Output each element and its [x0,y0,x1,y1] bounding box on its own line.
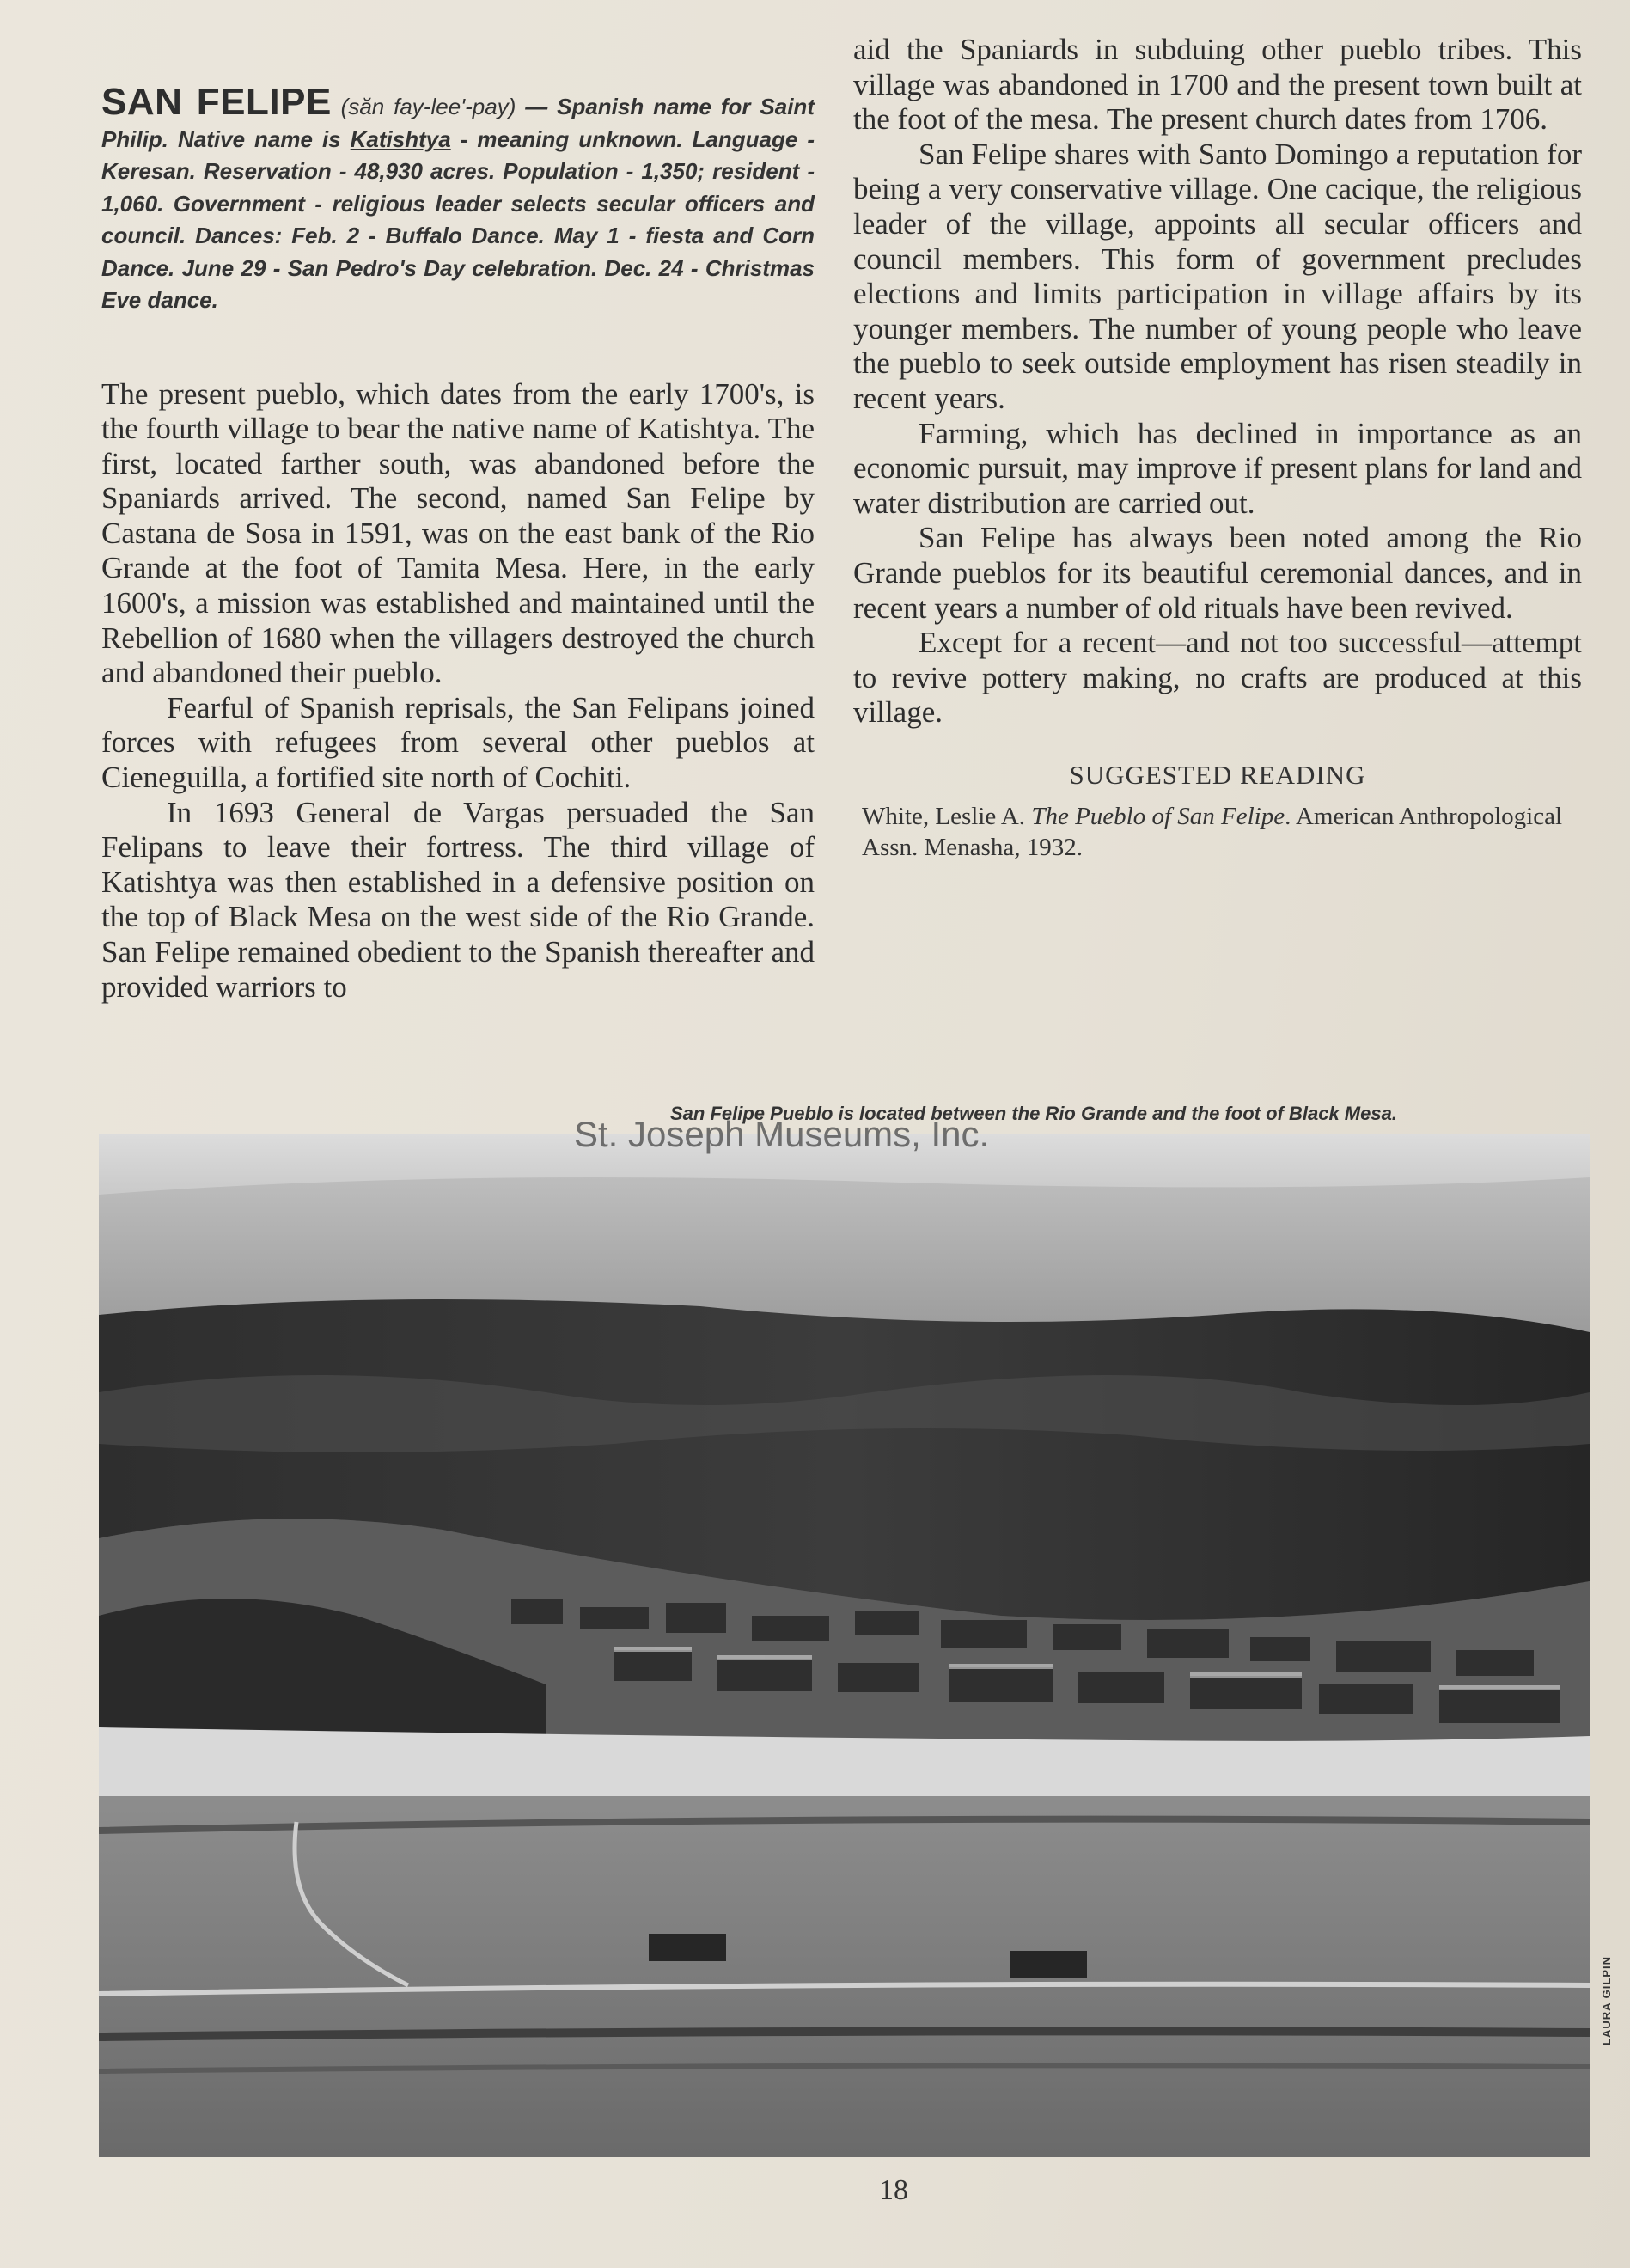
reference-author: White, Leslie A. [862,802,1032,830]
reference-title: The Pueblo of San Felipe [1031,802,1285,830]
photo-foreground-field [99,1796,1590,2157]
photo-credit: LAURA GILPIN [1600,1956,1613,2045]
paragraph: The present pueblo, which dates from the early 1700's, is the fourth village to bear the native name of Katishtya. The first, located farther south, was abandoned before the Spaniards arrived. The second, named San Felipe by Castana de Sosa in 1591, was on the east bank of the Rio Grande at the foot of Tamita Mesa. Here, in the early 1600's, a mission was established and maintained until the Rebellion of 1680 when the villagers destroyed the church and abandoned their pueblo. [101,376,815,690]
suggested-reading-heading: SUGGESTED READING [1069,759,1366,790]
entry-summary [101,81,815,317]
pueblo-photograph [99,1134,1590,2157]
paragraph: San Felipe shares with Santo Domingo a reputation for being a very conservative village. One cacique, the religious leader of the village, appoints all secular officers and council members. This form of government precludes elections and limits participation in village affairs by its younger members. The number of young people who leave the pueblo to seek outside employment has risen steadily in recent years. [853,137,1582,415]
entry-summary-part-1: — Spanish name for Saint Philip. Native name is [101,94,815,152]
suggested-reading-reference [853,801,1582,863]
left-column [101,81,815,1005]
right-column [853,33,1582,863]
paragraph: Farming, which has declined in importance as an economic pursuit, may improve if present plans for land and water distribution are carried out. [853,416,1582,520]
paragraph: Except for a recent—and not too successful—attempt to revive pottery making, no crafts are produced at this village. [853,626,1582,730]
photo-building [1010,1951,1087,1978]
page-number: 18 [879,2174,908,2206]
paragraph: San Felipe has always been noted among the Rio Grande pueblos for its beautiful ceremonial dances, and in recent years a number of old rituals have been revived. [853,521,1582,625]
paragraph: Fearful of Spanish reprisals, the San Felipans joined forces with refugees from several other pueblos at Cieneguilla, a fortified site north of Cochiti. [101,690,815,795]
entry-summary-part-2: - meaning unknown. Language - Keresan. Reservation - 48,930 acres. Population - 1,350; resident - 1,060. Government - religious leader selects secular officers and council. Dances: Feb. 2 - Buffalo Dance. May 1 - fiesta and Corn Dance. June 29 - San Pedro's Day celebration. Dec. 24 - Christmas Eve dance. [101,125,815,313]
paragraph: aid the Spaniards in subduing other pueblo tribes. This village was abandoned in 1700 and the present town built at the foot of the mesa. The present church dates from 1706. [853,33,1582,137]
entry-heading: SAN FELIPE [101,81,332,123]
photo-illustration [99,1134,1590,2157]
reference-publisher: . American Anthropological Assn. Menasha, 1932. [862,802,1563,861]
photo-caption: San Felipe Pueblo is located between the Rio Grande and the foot of Black Mesa. [670,1103,1397,1124]
entry-pronunciation: (săn fay-lee'-pay) [340,94,516,119]
watermark: St. Joseph Museums, Inc. [574,1114,990,1154]
paragraph: In 1693 General de Vargas persuaded the San Felipans to leave their fortress. The third village of Katishtya was then established in a defensive position on the top of Black Mesa on the west side of the Rio Grande. San Felipe remained obedient to the Spanish thereafter and provided warriors to [101,795,815,1004]
left-body-text [101,377,815,1006]
photo-building [649,1934,726,1961]
native-name: Katishtya [350,125,451,152]
right-body-text [853,33,1582,731]
